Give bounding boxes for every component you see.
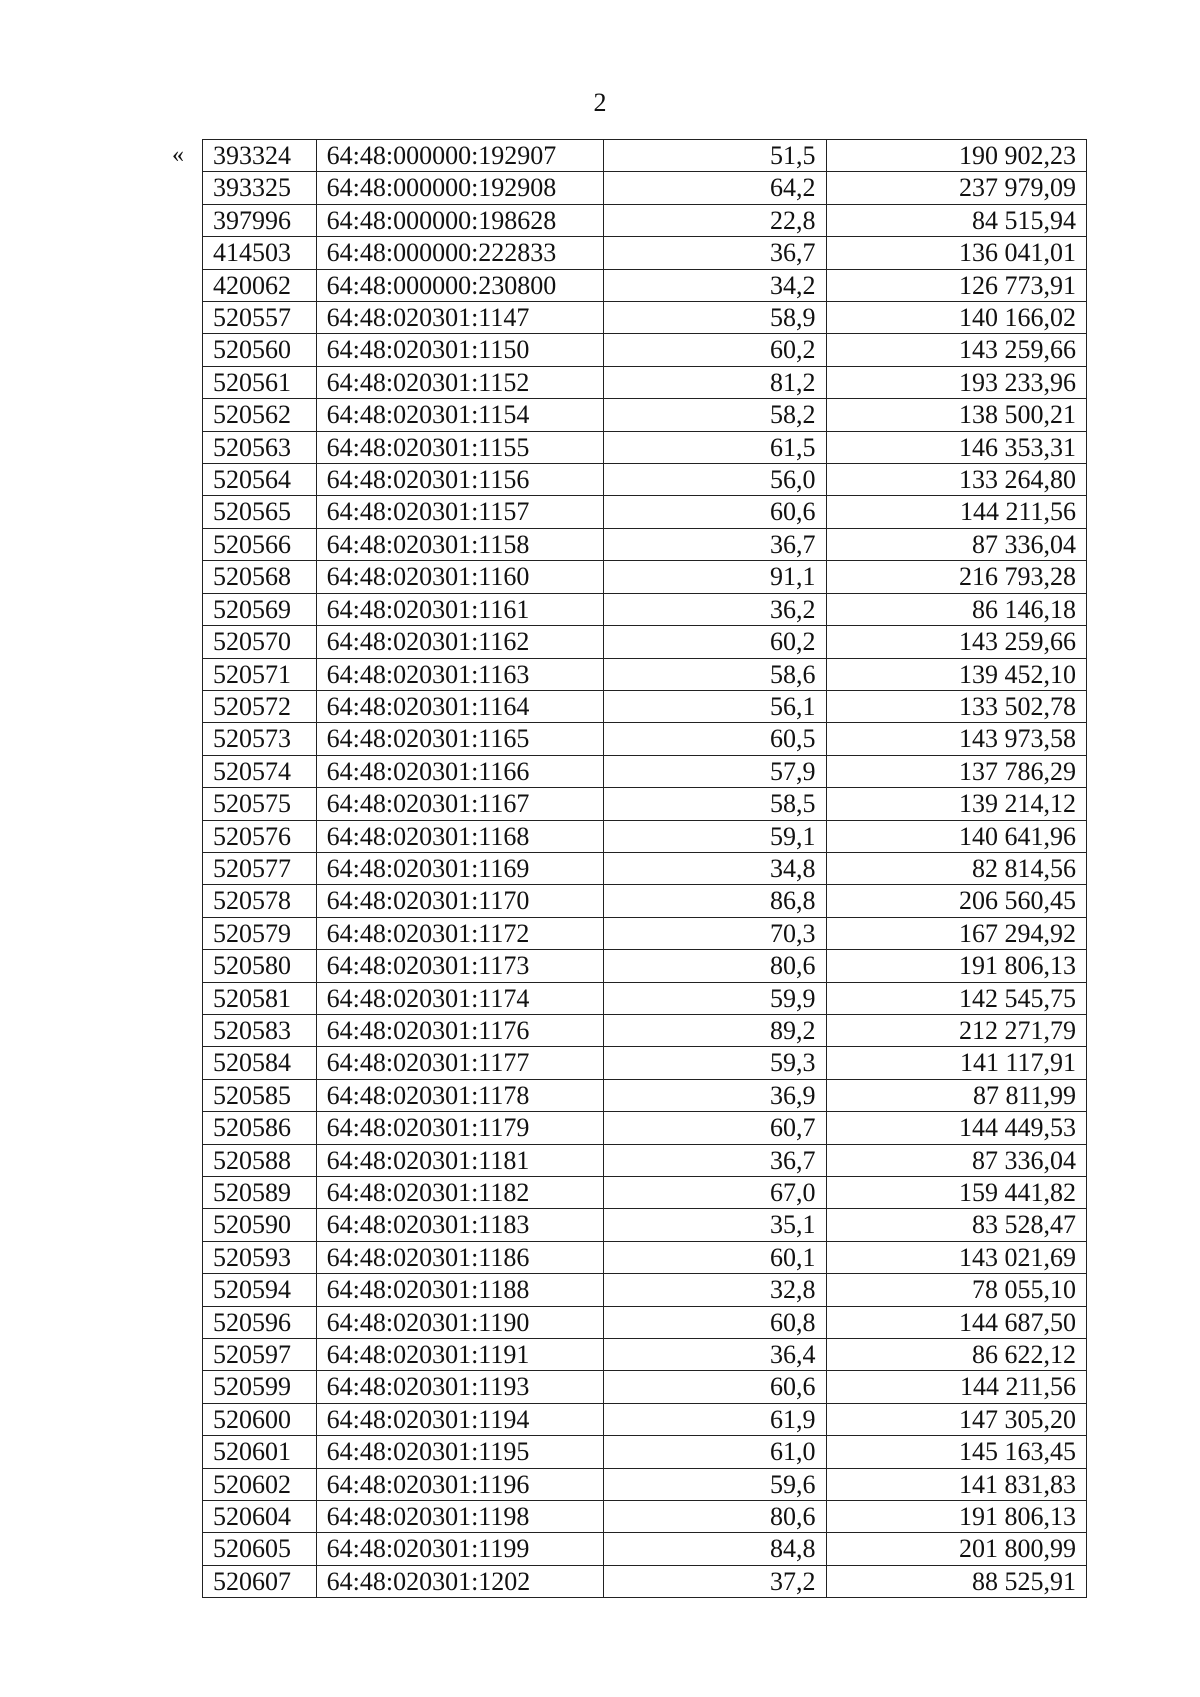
row-number-cell: 414503 (203, 237, 317, 269)
table-row (203, 723, 1087, 755)
cadastral-value-cell: 83 528,47 (826, 1209, 1086, 1241)
cadastral-number-cell: 64:48:020301:1172 (316, 917, 604, 949)
area-cell: 59,3 (604, 1047, 826, 1079)
area-cell: 60,6 (604, 496, 826, 528)
row-number-cell: 520589 (203, 1177, 317, 1209)
area-cell: 61,5 (604, 431, 826, 463)
cadastral-number-cell: 64:48:020301:1182 (316, 1177, 604, 1209)
row-number-cell: 520571 (203, 658, 317, 690)
area-cell: 60,1 (604, 1241, 826, 1273)
row-number-cell: 520596 (203, 1306, 317, 1338)
table-row (203, 269, 1087, 301)
row-number-cell: 520563 (203, 431, 317, 463)
cadastral-number-cell: 64:48:020301:1154 (316, 399, 604, 431)
table-row (203, 399, 1087, 431)
row-number-cell: 520584 (203, 1047, 317, 1079)
cadastral-value-cell: 193 233,96 (826, 366, 1086, 398)
area-cell: 56,1 (604, 690, 826, 722)
table-row (203, 885, 1087, 917)
cadastral-value-cell: 136 041,01 (826, 237, 1086, 269)
cadastral-value-cell: 159 441,82 (826, 1177, 1086, 1209)
area-cell: 60,2 (604, 626, 826, 658)
cadastral-value-cell: 133 502,78 (826, 690, 1086, 722)
row-number-cell: 520578 (203, 885, 317, 917)
area-cell: 59,9 (604, 982, 826, 1014)
row-number-cell: 520579 (203, 917, 317, 949)
row-number-cell: 520601 (203, 1436, 317, 1468)
row-number-cell: 520602 (203, 1468, 317, 1500)
area-cell: 80,6 (604, 1501, 826, 1533)
cadastral-number-cell: 64:48:020301:1195 (316, 1436, 604, 1468)
area-cell: 36,4 (604, 1339, 826, 1371)
table-row (203, 528, 1087, 560)
row-number-cell: 520599 (203, 1371, 317, 1403)
cadastral-number-cell: 64:48:020301:1150 (316, 334, 604, 366)
cadastral-number-cell: 64:48:020301:1188 (316, 1274, 604, 1306)
row-number-cell: 520605 (203, 1533, 317, 1565)
cadastral-value-cell: 139 214,12 (826, 788, 1086, 820)
cadastral-number-cell: 64:48:000000:192907 (316, 140, 604, 172)
page-number: 2 (593, 88, 607, 117)
row-number-cell: 520586 (203, 1112, 317, 1144)
row-number-cell: 520573 (203, 723, 317, 755)
table-row (203, 172, 1087, 204)
table-row (203, 431, 1087, 463)
table-row (203, 334, 1087, 366)
cadastral-number-cell: 64:48:000000:192908 (316, 172, 604, 204)
area-cell: 59,1 (604, 820, 826, 852)
table-row (203, 1177, 1087, 1209)
cadastral-value-cell: 143 021,69 (826, 1241, 1086, 1273)
cadastral-number-cell: 64:48:020301:1190 (316, 1306, 604, 1338)
cadastral-value-cell: 147 305,20 (826, 1403, 1086, 1435)
cadastral-number-cell: 64:48:020301:1169 (316, 852, 604, 884)
table-row (203, 788, 1087, 820)
area-cell: 36,7 (604, 528, 826, 560)
table-row (203, 366, 1087, 398)
table-row (203, 464, 1087, 496)
registry-table (202, 139, 1087, 1598)
cadastral-number-cell: 64:48:020301:1186 (316, 1241, 604, 1273)
table-row (203, 690, 1087, 722)
cadastral-value-cell: 142 545,75 (826, 982, 1086, 1014)
cadastral-number-cell: 64:48:020301:1193 (316, 1371, 604, 1403)
cadastral-number-cell: 64:48:020301:1178 (316, 1079, 604, 1111)
cadastral-number-cell: 64:48:020301:1156 (316, 464, 604, 496)
table-row (203, 626, 1087, 658)
row-number-cell: 520594 (203, 1274, 317, 1306)
cadastral-value-cell: 191 806,13 (826, 1501, 1086, 1533)
cadastral-number-cell: 64:48:020301:1174 (316, 982, 604, 1014)
opening-quote-mark: « (172, 142, 184, 168)
cadastral-value-cell: 190 902,23 (826, 140, 1086, 172)
cadastral-number-cell: 64:48:020301:1199 (316, 1533, 604, 1565)
table-row (203, 1436, 1087, 1468)
cadastral-value-cell: 133 264,80 (826, 464, 1086, 496)
table-row (203, 1306, 1087, 1338)
row-number-cell: 520570 (203, 626, 317, 658)
cadastral-number-cell: 64:48:020301:1170 (316, 885, 604, 917)
table-row (203, 1241, 1087, 1273)
area-cell: 86,8 (604, 885, 826, 917)
cadastral-value-cell: 143 259,66 (826, 626, 1086, 658)
cadastral-value-cell: 144 211,56 (826, 1371, 1086, 1403)
area-cell: 32,8 (604, 1274, 826, 1306)
cadastral-value-cell: 144 687,50 (826, 1306, 1086, 1338)
area-cell: 60,6 (604, 1371, 826, 1403)
cadastral-value-cell: 144 211,56 (826, 496, 1086, 528)
cadastral-value-cell: 88 525,91 (826, 1565, 1086, 1597)
table-row (203, 1079, 1087, 1111)
cadastral-value-cell: 143 973,58 (826, 723, 1086, 755)
cadastral-value-cell: 87 336,04 (826, 528, 1086, 560)
area-cell: 51,5 (604, 140, 826, 172)
row-number-cell: 520588 (203, 1144, 317, 1176)
cadastral-value-cell: 137 786,29 (826, 755, 1086, 787)
row-number-cell: 520576 (203, 820, 317, 852)
cadastral-number-cell: 64:48:020301:1173 (316, 950, 604, 982)
cadastral-value-cell: 87 811,99 (826, 1079, 1086, 1111)
cadastral-number-cell: 64:48:020301:1166 (316, 755, 604, 787)
table-row (203, 1144, 1087, 1176)
cadastral-number-cell: 64:48:020301:1165 (316, 723, 604, 755)
cadastral-value-cell: 216 793,28 (826, 561, 1086, 593)
area-cell: 91,1 (604, 561, 826, 593)
table-row (203, 950, 1087, 982)
cadastral-value-cell: 141 831,83 (826, 1468, 1086, 1500)
cadastral-number-cell: 64:48:000000:198628 (316, 204, 604, 236)
area-cell: 60,7 (604, 1112, 826, 1144)
area-cell: 67,0 (604, 1177, 826, 1209)
area-cell: 61,0 (604, 1436, 826, 1468)
table-row (203, 1501, 1087, 1533)
row-number-cell: 520569 (203, 593, 317, 625)
cadastral-value-cell: 140 641,96 (826, 820, 1086, 852)
row-number-cell: 520597 (203, 1339, 317, 1371)
area-cell: 58,9 (604, 302, 826, 334)
cadastral-value-cell: 191 806,13 (826, 950, 1086, 982)
area-cell: 37,2 (604, 1565, 826, 1597)
cadastral-number-cell: 64:48:020301:1177 (316, 1047, 604, 1079)
cadastral-number-cell: 64:48:020301:1198 (316, 1501, 604, 1533)
table-row (203, 1274, 1087, 1306)
cadastral-number-cell: 64:48:020301:1194 (316, 1403, 604, 1435)
row-number-cell: 520562 (203, 399, 317, 431)
cadastral-value-cell: 140 166,02 (826, 302, 1086, 334)
cadastral-value-cell: 167 294,92 (826, 917, 1086, 949)
cadastral-number-cell: 64:48:020301:1181 (316, 1144, 604, 1176)
cadastral-number-cell: 64:48:000000:222833 (316, 237, 604, 269)
cadastral-number-cell: 64:48:020301:1147 (316, 302, 604, 334)
table-row (203, 496, 1087, 528)
cadastral-value-cell: 143 259,66 (826, 334, 1086, 366)
table-row (203, 1371, 1087, 1403)
cadastral-number-cell: 64:48:020301:1155 (316, 431, 604, 463)
row-number-cell: 520580 (203, 950, 317, 982)
row-number-cell: 520577 (203, 852, 317, 884)
row-number-cell: 420062 (203, 269, 317, 301)
table-row (203, 561, 1087, 593)
cadastral-value-cell: 144 449,53 (826, 1112, 1086, 1144)
table-row (203, 1112, 1087, 1144)
cadastral-number-cell: 64:48:020301:1191 (316, 1339, 604, 1371)
cadastral-number-cell: 64:48:020301:1196 (316, 1468, 604, 1500)
area-cell: 34,2 (604, 269, 826, 301)
table-row (203, 1533, 1087, 1565)
row-number-cell: 520607 (203, 1565, 317, 1597)
cadastral-value-cell: 138 500,21 (826, 399, 1086, 431)
row-number-cell: 520575 (203, 788, 317, 820)
area-cell: 22,8 (604, 204, 826, 236)
table-row (203, 820, 1087, 852)
row-number-cell: 520585 (203, 1079, 317, 1111)
cadastral-number-cell: 64:48:020301:1183 (316, 1209, 604, 1241)
row-number-cell: 520604 (203, 1501, 317, 1533)
area-cell: 36,2 (604, 593, 826, 625)
row-number-cell: 393324 (203, 140, 317, 172)
cadastral-number-cell: 64:48:020301:1163 (316, 658, 604, 690)
row-number-cell: 520566 (203, 528, 317, 560)
area-cell: 70,3 (604, 917, 826, 949)
cadastral-value-cell: 139 452,10 (826, 658, 1086, 690)
cadastral-value-cell: 78 055,10 (826, 1274, 1086, 1306)
row-number-cell: 397996 (203, 204, 317, 236)
table-row (203, 1403, 1087, 1435)
table-row (203, 593, 1087, 625)
table-row (203, 1339, 1087, 1371)
cadastral-number-cell: 64:48:020301:1202 (316, 1565, 604, 1597)
area-cell: 59,6 (604, 1468, 826, 1500)
row-number-cell: 520590 (203, 1209, 317, 1241)
area-cell: 84,8 (604, 1533, 826, 1565)
area-cell: 89,2 (604, 1014, 826, 1046)
area-cell: 58,2 (604, 399, 826, 431)
area-cell: 34,8 (604, 852, 826, 884)
cadastral-value-cell: 146 353,31 (826, 431, 1086, 463)
table-row (203, 917, 1087, 949)
table-row (203, 302, 1087, 334)
table-row (203, 658, 1087, 690)
cadastral-value-cell: 206 560,45 (826, 885, 1086, 917)
table-row (203, 1047, 1087, 1079)
area-cell: 60,8 (604, 1306, 826, 1338)
table-row (203, 982, 1087, 1014)
cadastral-value-cell: 237 979,09 (826, 172, 1086, 204)
row-number-cell: 520557 (203, 302, 317, 334)
cadastral-value-cell: 141 117,91 (826, 1047, 1086, 1079)
cadastral-number-cell: 64:48:020301:1161 (316, 593, 604, 625)
area-cell: 56,0 (604, 464, 826, 496)
table-row (203, 1468, 1087, 1500)
row-number-cell: 520561 (203, 366, 317, 398)
table-row (203, 755, 1087, 787)
area-cell: 36,7 (604, 1144, 826, 1176)
registry-table-body (203, 140, 1087, 1598)
cadastral-value-cell: 145 163,45 (826, 1436, 1086, 1468)
table-row (203, 204, 1087, 236)
cadastral-number-cell: 64:48:020301:1152 (316, 366, 604, 398)
area-cell: 64,2 (604, 172, 826, 204)
cadastral-number-cell: 64:48:020301:1160 (316, 561, 604, 593)
row-number-cell: 520568 (203, 561, 317, 593)
row-number-cell: 520581 (203, 982, 317, 1014)
table-row (203, 1209, 1087, 1241)
row-number-cell: 520564 (203, 464, 317, 496)
row-number-cell: 520560 (203, 334, 317, 366)
row-number-cell: 520600 (203, 1403, 317, 1435)
area-cell: 80,6 (604, 950, 826, 982)
area-cell: 36,7 (604, 237, 826, 269)
table-row (203, 140, 1087, 172)
table-row (203, 852, 1087, 884)
area-cell: 61,9 (604, 1403, 826, 1435)
cadastral-value-cell: 86 146,18 (826, 593, 1086, 625)
cadastral-value-cell: 84 515,94 (826, 204, 1086, 236)
row-number-cell: 520593 (203, 1241, 317, 1273)
table-row (203, 1014, 1087, 1046)
cadastral-value-cell: 201 800,99 (826, 1533, 1086, 1565)
cadastral-number-cell: 64:48:020301:1162 (316, 626, 604, 658)
area-cell: 81,2 (604, 366, 826, 398)
row-number-cell: 520583 (203, 1014, 317, 1046)
table-row (203, 1565, 1087, 1597)
cadastral-number-cell: 64:48:000000:230800 (316, 269, 604, 301)
area-cell: 36,9 (604, 1079, 826, 1111)
cadastral-number-cell: 64:48:020301:1168 (316, 820, 604, 852)
cadastral-number-cell: 64:48:020301:1158 (316, 528, 604, 560)
cadastral-number-cell: 64:48:020301:1157 (316, 496, 604, 528)
area-cell: 58,6 (604, 658, 826, 690)
table-row (203, 237, 1087, 269)
cadastral-value-cell: 82 814,56 (826, 852, 1086, 884)
row-number-cell: 520565 (203, 496, 317, 528)
row-number-cell: 520572 (203, 690, 317, 722)
cadastral-number-cell: 64:48:020301:1164 (316, 690, 604, 722)
cadastral-value-cell: 86 622,12 (826, 1339, 1086, 1371)
area-cell: 58,5 (604, 788, 826, 820)
cadastral-number-cell: 64:48:020301:1179 (316, 1112, 604, 1144)
row-number-cell: 393325 (203, 172, 317, 204)
row-number-cell: 520574 (203, 755, 317, 787)
cadastral-value-cell: 87 336,04 (826, 1144, 1086, 1176)
area-cell: 57,9 (604, 755, 826, 787)
area-cell: 35,1 (604, 1209, 826, 1241)
area-cell: 60,5 (604, 723, 826, 755)
cadastral-number-cell: 64:48:020301:1176 (316, 1014, 604, 1046)
cadastral-value-cell: 212 271,79 (826, 1014, 1086, 1046)
area-cell: 60,2 (604, 334, 826, 366)
cadastral-number-cell: 64:48:020301:1167 (316, 788, 604, 820)
cadastral-value-cell: 126 773,91 (826, 269, 1086, 301)
